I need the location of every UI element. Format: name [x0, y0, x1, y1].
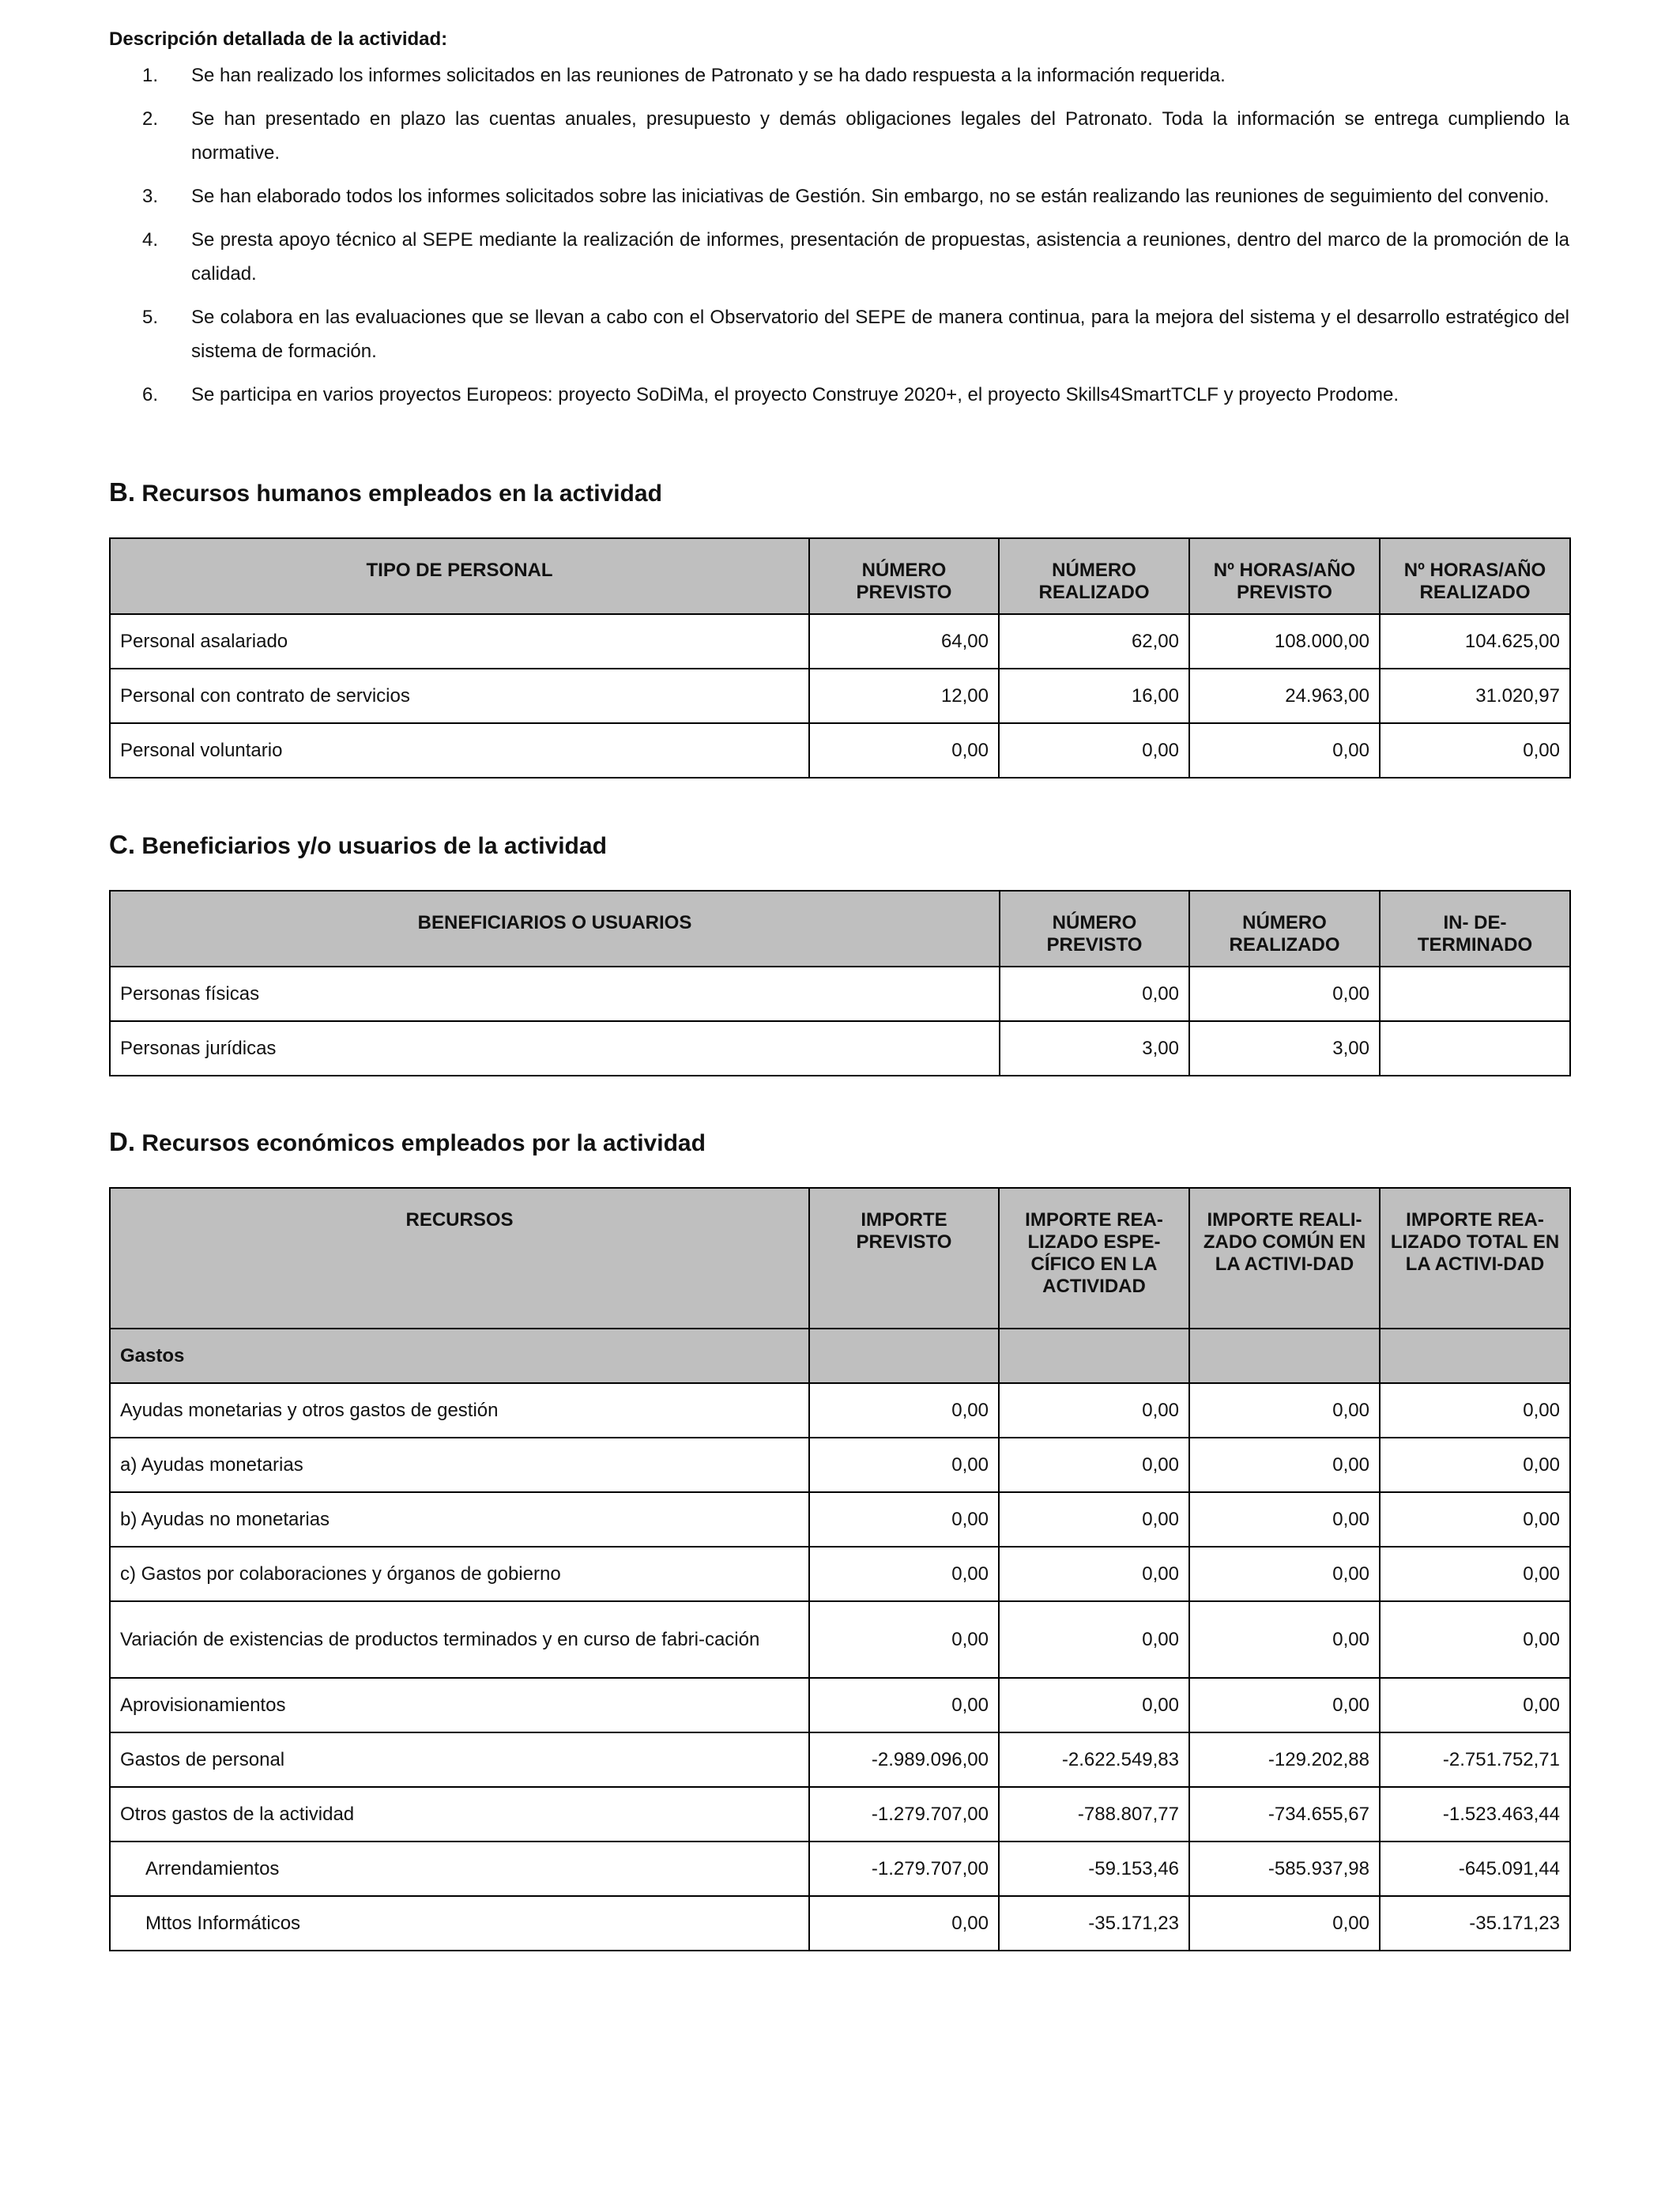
cell-value: 12,00 [809, 669, 999, 723]
list-item-number: 5. [142, 307, 159, 328]
cell-value: 0,00 [1000, 967, 1189, 1021]
cell-value: -35.171,23 [1380, 1896, 1570, 1951]
cell-value: 0,00 [999, 1438, 1189, 1492]
list-item-text: Se han presentado en plazo las cuentas anuales, presupuesto y demás obligaciones legales del Patronato. Toda la información se entrega cumpliendo la normative. [191, 108, 1569, 164]
table-row [110, 967, 1570, 1021]
cell-value: 0,00 [1189, 1492, 1380, 1547]
list-item [109, 223, 1569, 291]
list-item-number: 3. [142, 186, 159, 207]
cell-value: 0,00 [999, 1383, 1189, 1438]
cell-value: 104.625,00 [1380, 614, 1570, 669]
list-item-number: 1. [142, 65, 159, 86]
list-item [109, 378, 1569, 412]
column-header: IN- DE-TERMINADO [1380, 891, 1570, 967]
cell-value: 0,00 [1380, 1547, 1570, 1601]
cell-value: 3,00 [1189, 1021, 1380, 1076]
cell-value: 16,00 [999, 669, 1189, 723]
column-header: NÚMERO PREVISTO [1000, 891, 1189, 967]
row-label: Personas jurídicas [110, 1021, 1000, 1076]
cell-value: 0,00 [809, 1547, 999, 1601]
cell-value: 0,00 [999, 1492, 1189, 1547]
list-item [109, 102, 1569, 170]
economic-resources-table [109, 1187, 1571, 1951]
section-c-title-text: Beneficiarios y/o usuarios de la actividad [141, 833, 607, 859]
table-header-row [110, 538, 1570, 614]
cell-value: -645.091,44 [1380, 1842, 1570, 1896]
document-page [109, 28, 1569, 1934]
row-label: Otros gastos de la actividad [110, 1787, 809, 1842]
column-header: NÚMERO PREVISTO [809, 538, 999, 614]
cell-value: 0,00 [1189, 1601, 1380, 1678]
cell-value: 0,00 [1380, 1383, 1570, 1438]
table-row [110, 723, 1570, 778]
cell-value: -788.807,77 [999, 1787, 1189, 1842]
section-b-title [109, 477, 662, 507]
section-b-title-text: Recursos humanos empleados en la actividad [141, 481, 662, 507]
group-cell [809, 1329, 999, 1383]
section-d-title [109, 1127, 706, 1157]
cell-value: 64,00 [809, 614, 999, 669]
cell-value: 0,00 [999, 1678, 1189, 1732]
group-cell [1189, 1329, 1380, 1383]
cell-value: 0,00 [809, 723, 999, 778]
section-c-letter: C. [109, 830, 135, 859]
row-label: Ayudas monetarias y otros gastos de gestión [110, 1383, 809, 1438]
row-label: Mttos Informáticos [110, 1896, 809, 1951]
description-list [109, 58, 1569, 412]
cell-value: 0,00 [1189, 1547, 1380, 1601]
row-label: c) Gastos por colaboraciones y órganos de gobierno [110, 1547, 809, 1601]
cell-value: 0,00 [1189, 1896, 1380, 1951]
section-d-title-text: Recursos económicos empleados por la actividad [141, 1130, 706, 1156]
cell-value: -2.989.096,00 [809, 1732, 999, 1787]
cell-value: -734.655,67 [1189, 1787, 1380, 1842]
cell-value: -2.751.752,71 [1380, 1732, 1570, 1787]
list-item [109, 58, 1569, 92]
column-header: Nº HORAS/AÑO REALIZADO [1380, 538, 1570, 614]
column-header: BENEFICIARIOS O USUARIOS [110, 891, 1000, 967]
table-row [110, 1787, 1570, 1842]
table-row [110, 669, 1570, 723]
column-header: IMPORTE REALI-ZADO COMÚN EN LA ACTIVI-DAD [1189, 1188, 1380, 1329]
list-item-number: 4. [142, 229, 159, 251]
cell-value: 0,00 [809, 1896, 999, 1951]
cell-value: 108.000,00 [1189, 614, 1380, 669]
list-item-text: Se presta apoyo técnico al SEPE mediante la realización de informes, presentación de propuestas, asistencia a reuniones, dentro del marco de la promoción de la calidad. [191, 229, 1569, 285]
table-row [110, 1732, 1570, 1787]
row-label: Personal con contrato de servicios [110, 669, 809, 723]
column-header: IMPORTE REA-LIZADO TOTAL EN LA ACTIVI-DAD [1380, 1188, 1570, 1329]
cell-value [1380, 1021, 1570, 1076]
cell-value: 0,00 [1380, 1678, 1570, 1732]
column-header: NÚMERO REALIZADO [1189, 891, 1380, 967]
cell-value: -585.937,98 [1189, 1842, 1380, 1896]
cell-value: 0,00 [999, 1547, 1189, 1601]
table-row [110, 1896, 1570, 1951]
table-row [110, 1842, 1570, 1896]
cell-value: 0,00 [1380, 1438, 1570, 1492]
row-label: b) Ayudas no monetarias [110, 1492, 809, 1547]
cell-value: 0,00 [809, 1492, 999, 1547]
row-label: Gastos de personal [110, 1732, 809, 1787]
cell-value: 0,00 [999, 723, 1189, 778]
section-b-letter: B. [109, 477, 135, 507]
row-label: Variación de existencias de productos terminados y en curso de fabri-cación [110, 1601, 809, 1678]
row-label: a) Ayudas monetarias [110, 1438, 809, 1492]
cell-value: 0,00 [1189, 723, 1380, 778]
cell-value: 3,00 [1000, 1021, 1189, 1076]
description-heading: Descripción detallada de la actividad: [109, 28, 448, 50]
row-label: Personal asalariado [110, 614, 809, 669]
column-header: IMPORTE PREVISTO [809, 1188, 999, 1329]
list-item-text: Se han realizado los informes solicitados en las reuniones de Patronato y se ha dado respuesta a la información requerida. [191, 65, 1226, 86]
table-row [110, 1601, 1570, 1678]
list-item-text: Se participa en varios proyectos Europeos: proyecto SoDiMa, el proyecto Construye 2020+, el proyecto Skills4SmartTCLF y proyecto Prodome. [191, 384, 1399, 405]
cell-value: 0,00 [1189, 1678, 1380, 1732]
cell-value: -129.202,88 [1189, 1732, 1380, 1787]
table-row [110, 1438, 1570, 1492]
cell-value: 0,00 [1189, 967, 1380, 1021]
human-resources-table [109, 537, 1571, 778]
cell-value: 0,00 [809, 1438, 999, 1492]
table-row [110, 1547, 1570, 1601]
row-label: Personas físicas [110, 967, 1000, 1021]
table-header-row [110, 891, 1570, 967]
cell-value: 0,00 [999, 1601, 1189, 1678]
table-row [110, 1492, 1570, 1547]
column-header: TIPO DE PERSONAL [110, 538, 809, 614]
column-header: Nº HORAS/AÑO PREVISTO [1189, 538, 1380, 614]
table-row [110, 1383, 1570, 1438]
row-label: Arrendamientos [110, 1842, 809, 1896]
table-header-row [110, 1188, 1570, 1329]
cell-value: 24.963,00 [1189, 669, 1380, 723]
column-header: IMPORTE REA-LIZADO ESPE-CÍFICO EN LA ACTIVIDAD [999, 1188, 1189, 1329]
table-row [110, 1678, 1570, 1732]
cell-value: 0,00 [1189, 1383, 1380, 1438]
group-cell [1380, 1329, 1570, 1383]
cell-value: 62,00 [999, 614, 1189, 669]
section-d-letter: D. [109, 1127, 135, 1156]
beneficiaries-table [109, 890, 1571, 1076]
cell-value: -1.523.463,44 [1380, 1787, 1570, 1842]
column-header: NÚMERO REALIZADO [999, 538, 1189, 614]
cell-value: 0,00 [1380, 1492, 1570, 1547]
table-row [110, 614, 1570, 669]
activity-description [109, 28, 1569, 412]
list-item-text: Se colabora en las evaluaciones que se llevan a cabo con el Observatorio del SEPE de manera continua, para la mejora del sistema y el desarrollo estratégico del sistema de formación. [191, 307, 1569, 362]
cell-value: 0,00 [1189, 1438, 1380, 1492]
cell-value: -59.153,46 [999, 1842, 1189, 1896]
cell-value: -1.279.707,00 [809, 1787, 999, 1842]
section-c-title [109, 830, 607, 860]
list-item-number: 6. [142, 384, 159, 405]
column-header: RECURSOS [110, 1188, 809, 1329]
group-row [110, 1329, 1570, 1383]
cell-value: 0,00 [809, 1678, 999, 1732]
group-label: Gastos [110, 1329, 809, 1383]
list-item-text: Se han elaborado todos los informes solicitados sobre las iniciativas de Gestión. Sin embargo, no se están realizando las reuniones de seguimiento del convenio. [191, 186, 1550, 207]
list-item [109, 300, 1569, 368]
cell-value: 31.020,97 [1380, 669, 1570, 723]
cell-value: 0,00 [1380, 1601, 1570, 1678]
table-row [110, 1021, 1570, 1076]
cell-value: 0,00 [1380, 723, 1570, 778]
cell-value: -35.171,23 [999, 1896, 1189, 1951]
cell-value: -1.279.707,00 [809, 1842, 999, 1896]
cell-value [1380, 967, 1570, 1021]
cell-value: 0,00 [809, 1601, 999, 1678]
row-label: Aprovisionamientos [110, 1678, 809, 1732]
cell-value: 0,00 [809, 1383, 999, 1438]
list-item-number: 2. [142, 108, 159, 130]
group-cell [999, 1329, 1189, 1383]
cell-value: -2.622.549,83 [999, 1732, 1189, 1787]
list-item [109, 179, 1569, 213]
row-label: Personal voluntario [110, 723, 809, 778]
